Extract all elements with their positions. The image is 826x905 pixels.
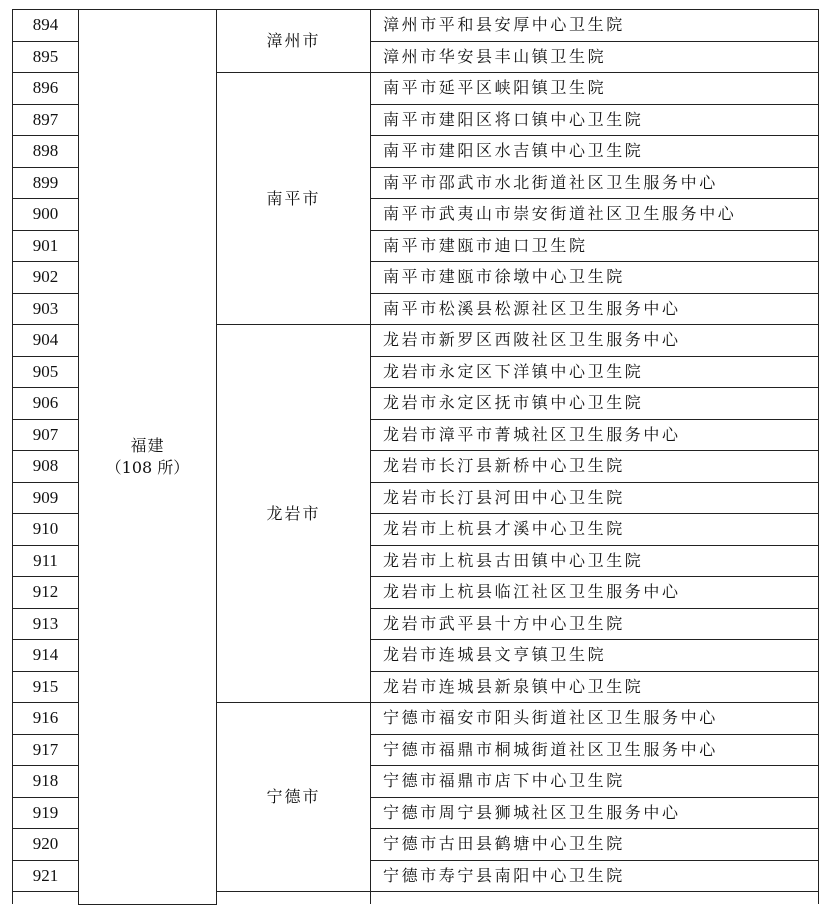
institution-name: 南平市武夷山市崇安街道社区卫生服务中心 [371, 199, 819, 231]
institution-name: 龙岩市漳平市菁城社区卫生服务中心 [371, 419, 819, 451]
row-number: 896 [13, 73, 79, 105]
institution-name: 漳州市华安县丰山镇卫生院 [371, 41, 819, 73]
row-number: 902 [13, 262, 79, 294]
institution-name: 龙岩市上杭县才溪中心卫生院 [371, 514, 819, 546]
city-cell: 漳州市 [217, 10, 371, 73]
row-number: 919 [13, 797, 79, 829]
institution-name: 宁德市福鼎市店下中心卫生院 [371, 766, 819, 798]
row-number: 905 [13, 356, 79, 388]
institution-table-body [13, 10, 819, 905]
row-number: 921 [13, 860, 79, 892]
institution-name: 龙岩市新罗区西陂社区卫生服务中心 [371, 325, 819, 357]
row-number: 897 [13, 104, 79, 136]
row-number: 901 [13, 230, 79, 262]
row-number: 915 [13, 671, 79, 703]
province-cell [79, 10, 217, 905]
institution-name: 龙岩市上杭县古田镇中心卫生院 [371, 545, 819, 577]
row-number: 920 [13, 829, 79, 861]
institution-name: 南平市延平区峡阳镇卫生院 [371, 73, 819, 105]
row-number: 914 [13, 640, 79, 672]
institution-table-container [12, 9, 819, 905]
institution-name: 南平市建阳区将口镇中心卫生院 [371, 104, 819, 136]
institution-name: 龙岩市连城县文亨镇卫生院 [371, 640, 819, 672]
institution-name: 龙岩市长汀县河田中心卫生院 [371, 482, 819, 514]
row-number: 910 [13, 514, 79, 546]
institution-name: 宁德市古田县鹤塘中心卫生院 [371, 829, 819, 861]
row-number: 916 [13, 703, 79, 735]
institution-name: 龙岩市长汀县新桥中心卫生院 [371, 451, 819, 483]
institution-name: 南平市邵武市水北街道社区卫生服务中心 [371, 167, 819, 199]
institution-name: 宁德市福安市阳头街道社区卫生服务中心 [371, 703, 819, 735]
row-number: 907 [13, 419, 79, 451]
institution-name: 龙岩市上杭县临江社区卫生服务中心 [371, 577, 819, 609]
row-number: 900 [13, 199, 79, 231]
row-number: 912 [13, 577, 79, 609]
row-number: 903 [13, 293, 79, 325]
institution-name: 龙岩市连城县新泉镇中心卫生院 [371, 671, 819, 703]
row-number: 894 [13, 10, 79, 42]
institution-name: 龙岩市永定区下洋镇中心卫生院 [371, 356, 819, 388]
row-number: 911 [13, 545, 79, 577]
row-number: 917 [13, 734, 79, 766]
city-cell: 龙岩市 [217, 325, 371, 703]
city-cell: 南平市 [217, 73, 371, 325]
institution-name: 宁德市福鼎市桐城街道社区卫生服务中心 [371, 734, 819, 766]
cutoff-cell [371, 892, 819, 905]
cutoff-cell [217, 892, 371, 905]
province-name: 福建 [130, 435, 165, 455]
row-number: 906 [13, 388, 79, 420]
institution-name: 宁德市寿宁县南阳中心卫生院 [371, 860, 819, 892]
row-number: 908 [13, 451, 79, 483]
cutoff-cell [13, 892, 79, 905]
institution-name: 龙岩市永定区抚市镇中心卫生院 [371, 388, 819, 420]
row-number: 918 [13, 766, 79, 798]
institution-name: 宁德市周宁县狮城社区卫生服务中心 [371, 797, 819, 829]
row-number: 913 [13, 608, 79, 640]
province-count: （108 所） [105, 457, 190, 477]
institution-table [12, 9, 819, 905]
row-number: 909 [13, 482, 79, 514]
institution-name: 南平市建阳区水吉镇中心卫生院 [371, 136, 819, 168]
row-number: 899 [13, 167, 79, 199]
row-number: 904 [13, 325, 79, 357]
institution-name: 南平市建瓯市徐墩中心卫生院 [371, 262, 819, 294]
row-number: 895 [13, 41, 79, 73]
institution-name: 龙岩市武平县十方中心卫生院 [371, 608, 819, 640]
institution-name: 南平市建瓯市迪口卫生院 [371, 230, 819, 262]
institution-name: 漳州市平和县安厚中心卫生院 [371, 10, 819, 42]
institution-name: 南平市松溪县松源社区卫生服务中心 [371, 293, 819, 325]
row-number: 898 [13, 136, 79, 168]
city-cell: 宁德市 [217, 703, 371, 892]
table-row [13, 10, 819, 42]
